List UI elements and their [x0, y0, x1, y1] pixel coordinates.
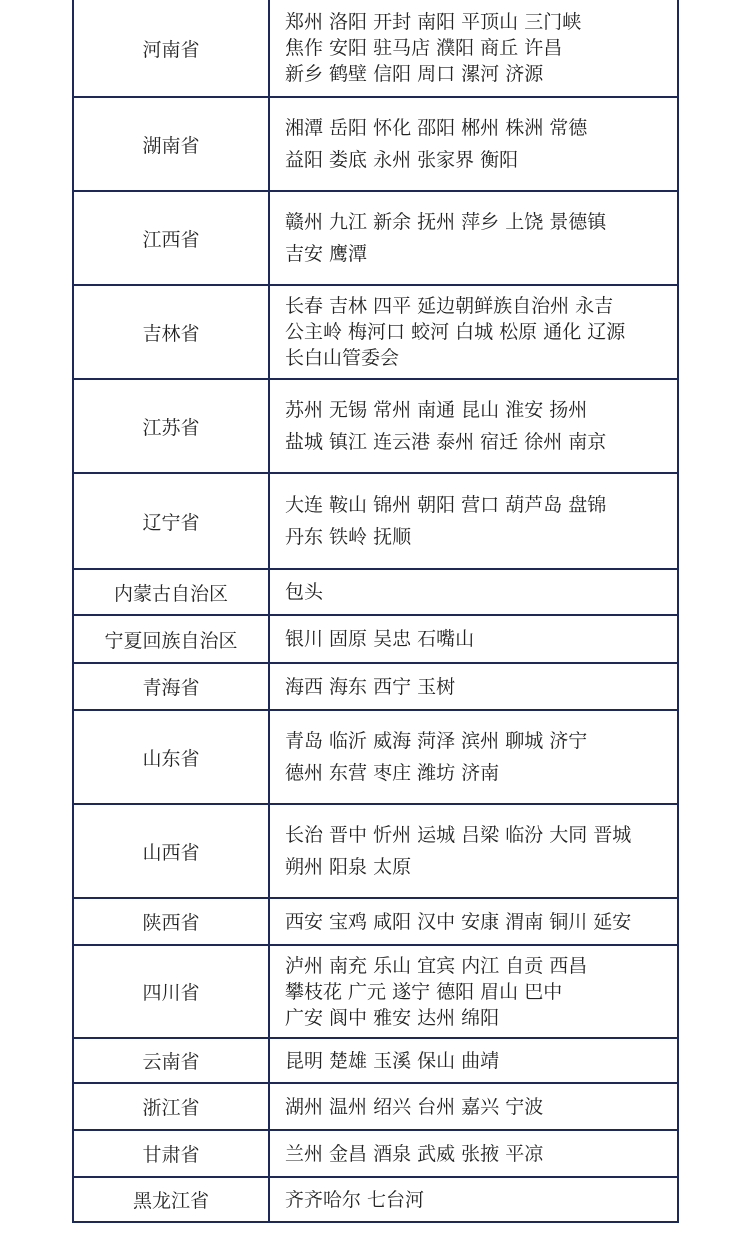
table-row [74, 1129, 677, 1176]
table-row [74, 472, 677, 568]
province-cell: 江苏省 [74, 380, 270, 472]
table-row [74, 0, 677, 96]
table-row [74, 96, 677, 190]
table-row [74, 378, 677, 472]
table-row [74, 614, 677, 662]
cities-cell: 长治 晋中 忻州 运城 吕梁 临汾 大同 晋城 朔州 阳泉 太原 [285, 824, 632, 878]
cities-cell: 兰州 金昌 酒泉 武威 张掖 平凉 [285, 1142, 544, 1165]
province-cell: 内蒙古自治区 [74, 570, 270, 614]
table-row [74, 1082, 677, 1129]
province-cell: 山西省 [74, 805, 270, 897]
province-cell: 浙江省 [74, 1084, 270, 1129]
cities-cell: 苏州 无锡 常州 南通 昆山 淮安 扬州 盐城 镇江 连云港 泰州 宿迁 徐州 南京 [285, 399, 607, 453]
cities-cell: 大连 鞍山 锦州 朝阳 营口 葫芦岛 盘锦 丹东 铁岭 抚顺 [285, 494, 607, 548]
cities-cell: 包头 [285, 581, 324, 603]
cities-cell: 长春 吉林 四平 延边朝鲜族自治州 永吉 公主岭 梅河口 蛟河 白城 松原 通化 辽源 长白山管委会 [285, 295, 626, 369]
table-row [74, 1037, 677, 1082]
cities-cell: 齐齐哈尔 七台河 [285, 1188, 425, 1211]
province-cell: 辽宁省 [74, 474, 270, 568]
cities-cell: 赣州 九江 新余 抚州 萍乡 上饶 景德镇 吉安 鹰潭 [285, 211, 607, 265]
table-row [74, 897, 677, 944]
cities-cell: 泸州 南充 乐山 宜宾 内江 自贡 西昌 攀枝花 广元 遂宁 德阳 眉山 巴中 广安 阆中 雅安 达州 绵阳 [285, 954, 588, 1029]
cities-cell: 昆明 楚雄 玉溪 保山 曲靖 [285, 1049, 500, 1072]
province-cell: 黑龙江省 [74, 1178, 270, 1221]
province-cell: 甘肃省 [74, 1131, 270, 1176]
province-cell: 湖南省 [74, 98, 270, 190]
province-cell: 山东省 [74, 711, 270, 803]
province-cell: 四川省 [74, 946, 270, 1037]
table-row [74, 284, 677, 378]
province-cell: 陕西省 [74, 899, 270, 944]
table-row [74, 662, 677, 709]
table-row [74, 803, 677, 897]
cities-cell: 海西 海东 西宁 玉树 [285, 675, 456, 698]
province-cell: 云南省 [74, 1039, 270, 1082]
city-coverage-table [72, 0, 679, 1223]
table-row [74, 944, 677, 1037]
cities-cell: 银川 固原 吴忠 石嘴山 [285, 628, 475, 650]
cities-cell: 青岛 临沂 威海 菏泽 滨州 聊城 济宁 德州 东营 枣庄 潍坊 济南 [285, 730, 588, 784]
table-row [74, 709, 677, 803]
table-row [74, 568, 677, 614]
table-row [74, 190, 677, 284]
province-cell: 青海省 [74, 664, 270, 709]
province-cell: 江西省 [74, 192, 270, 284]
cities-cell: 西安 宝鸡 咸阳 汉中 安康 渭南 铜川 延安 [285, 910, 632, 933]
province-cell: 河南省 [74, 0, 270, 96]
cities-cell: 湖州 温州 绍兴 台州 嘉兴 宁波 [285, 1095, 544, 1118]
cities-cell: 湘潭 岳阳 怀化 邵阳 郴州 株洲 常德 益阳 娄底 永州 张家界 衡阳 [285, 117, 588, 171]
province-cell: 宁夏回族自治区 [74, 616, 270, 662]
province-cell: 吉林省 [74, 286, 270, 378]
table-row [74, 1176, 677, 1221]
cities-cell: 郑州 洛阳 开封 南阳 平顶山 三门峡 焦作 安阳 驻马店 濮阳 商丘 许昌 新乡 鹤壁 信阳 周口 漯河 济源 [285, 11, 582, 85]
